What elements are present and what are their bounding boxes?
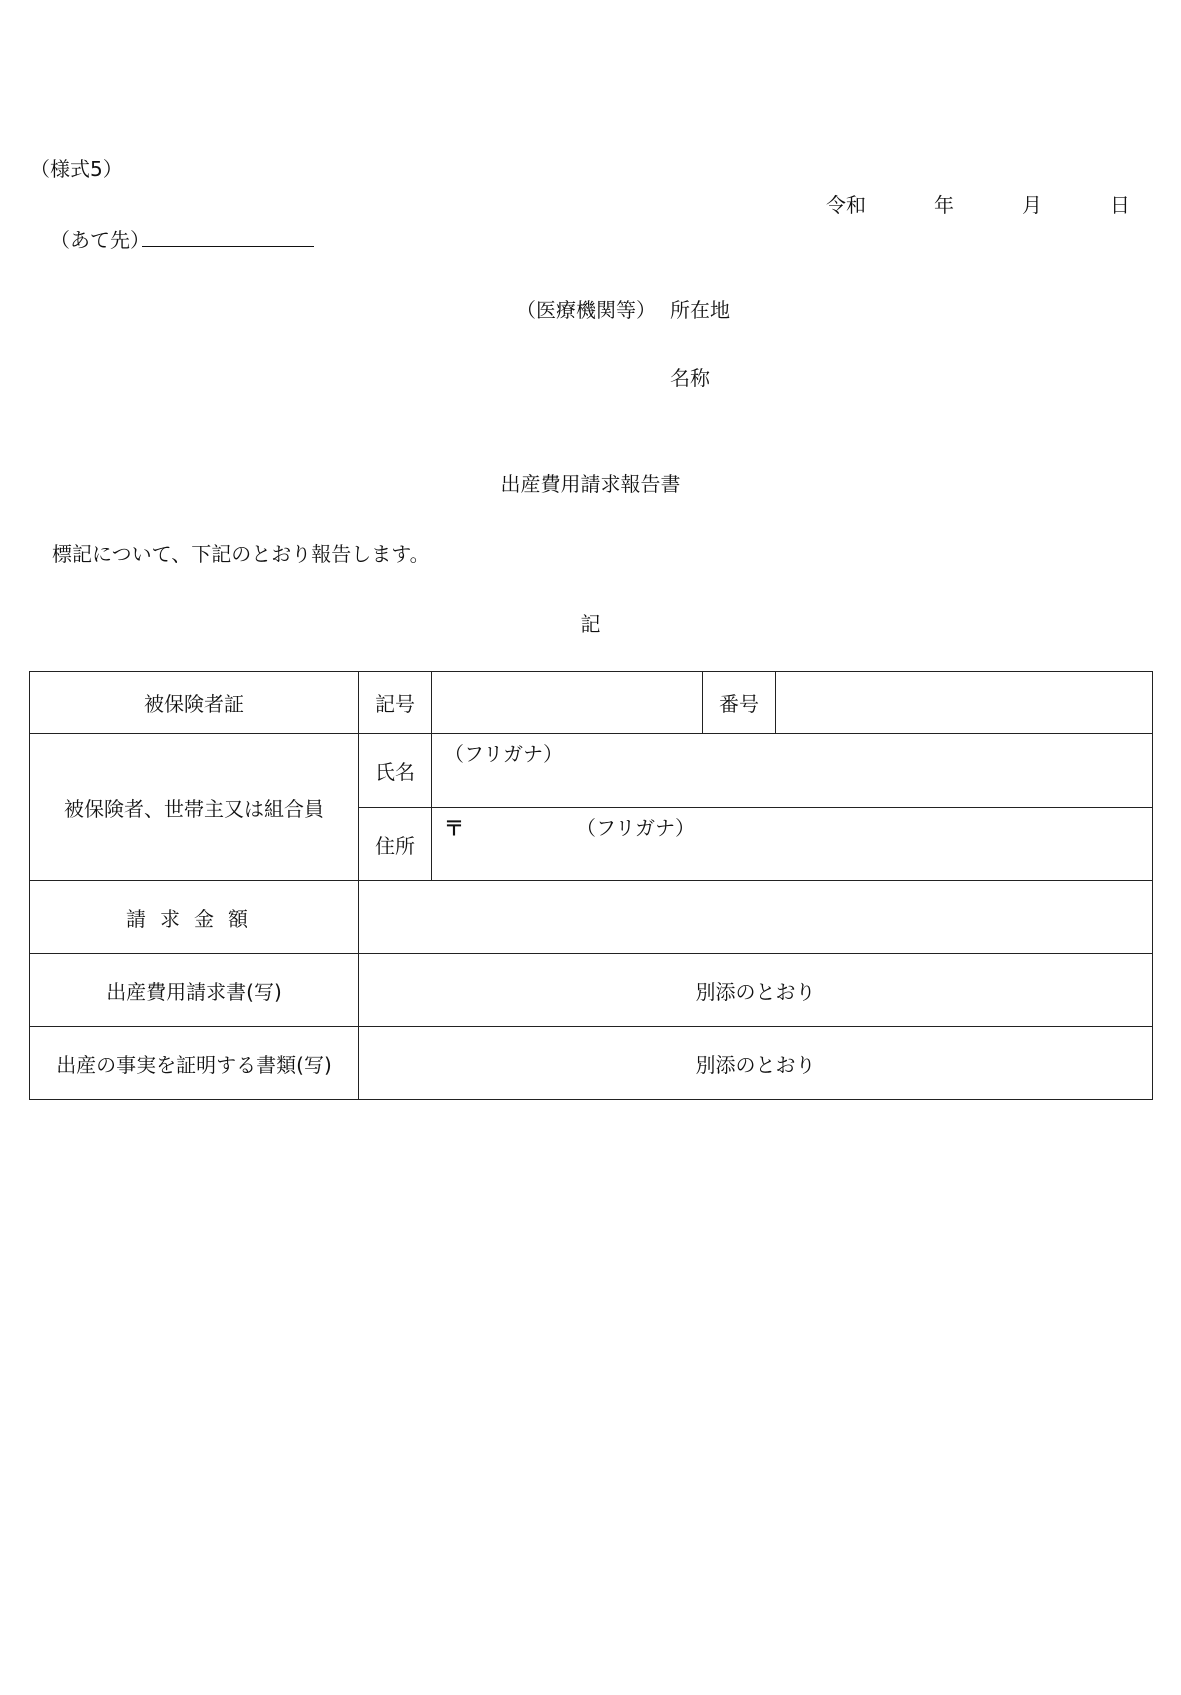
symbol-field[interactable] (432, 672, 703, 734)
name-label: 氏名 (359, 734, 432, 808)
table-row-claim-amount (30, 881, 1153, 954)
insured-person-label: 被保険者、世帯主又は組合員 (30, 734, 359, 881)
institution-address-label: 所在地 (670, 298, 730, 322)
intro-text: 標記について、下記のとおり報告します。 (52, 542, 430, 566)
birth-proof-label: 出産の事実を証明する書類(写) (30, 1027, 359, 1100)
addressee-blank-line (142, 246, 314, 247)
ki-heading: 記 (580, 612, 601, 636)
name-field[interactable] (432, 734, 1153, 808)
report-form-table (29, 671, 1153, 1100)
date-month: 月 (1022, 193, 1042, 217)
date-era: 令和 (826, 193, 866, 217)
date-day: 日 (1110, 193, 1130, 217)
table-row-birth-proof (30, 1027, 1153, 1100)
table-row-insurance-card (30, 672, 1153, 734)
birth-proof-value: 別添のとおり (359, 1027, 1153, 1100)
institution-label: （医療機関等） (516, 298, 656, 322)
number-field[interactable] (776, 672, 1153, 734)
table-row-birth-cost-invoice (30, 954, 1153, 1027)
table-row-name (30, 734, 1153, 808)
birth-cost-invoice-value: 別添のとおり (359, 954, 1153, 1027)
institution-name-label: 名称 (670, 366, 710, 390)
address-field[interactable] (432, 808, 1153, 881)
form-number: （様式5） (30, 157, 123, 181)
addressee-label: （あて先） (50, 228, 150, 252)
claim-amount-field[interactable] (359, 881, 1153, 954)
claim-amount-label: 請求金額 (30, 881, 359, 954)
address-furigana-label: （フリガナ） (576, 816, 695, 840)
birth-cost-invoice-label: 出産費用請求書(写) (30, 954, 359, 1027)
insurance-card-label: 被保険者証 (30, 672, 359, 734)
document-title: 出産費用請求報告書 (500, 472, 681, 496)
number-label: 番号 (703, 672, 776, 734)
name-furigana-label: （フリガナ） (444, 742, 563, 766)
symbol-label: 記号 (359, 672, 432, 734)
postal-mark: 〒 (444, 816, 464, 840)
address-label: 住所 (359, 808, 432, 881)
date-year: 年 (934, 193, 954, 217)
